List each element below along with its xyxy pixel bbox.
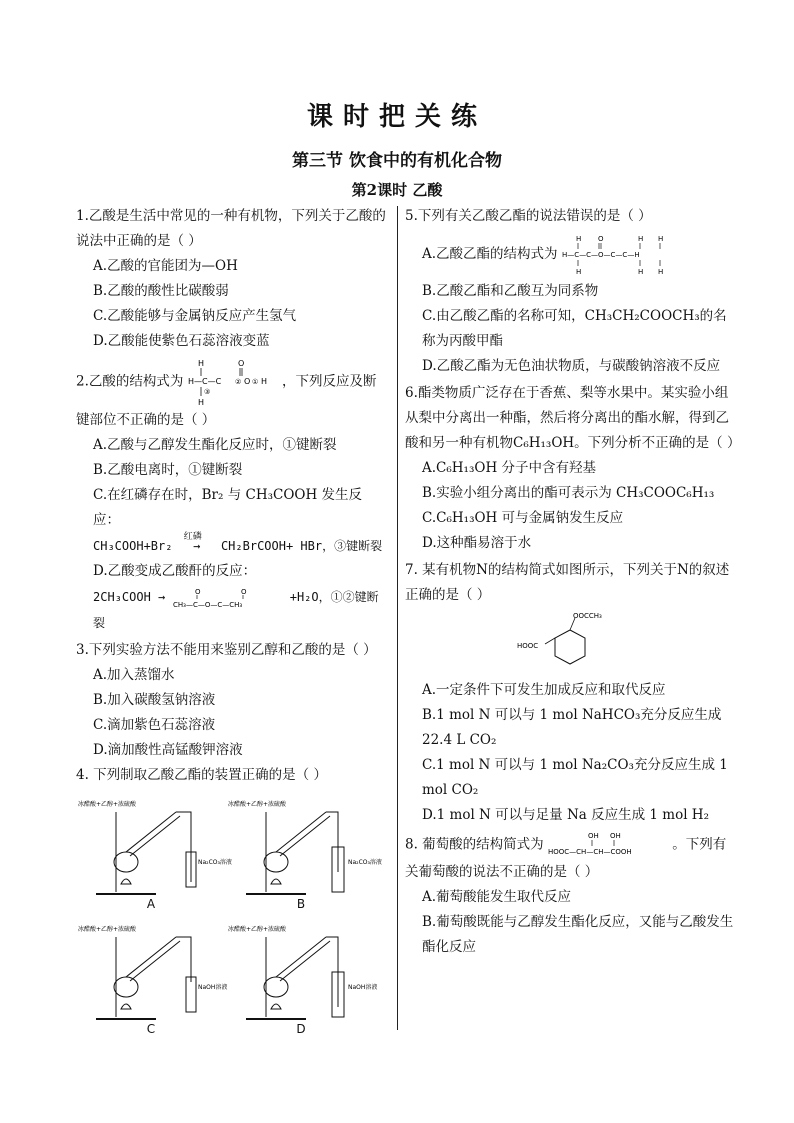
option: B.乙酸的酸性比碳酸弱 xyxy=(93,283,229,299)
lesson-title: 第2课时 乙酸 xyxy=(351,181,443,199)
question-stem: 1.乙酸是生活中常见的一种有机物，下列关于乙酸的说法中正确的是（ ） xyxy=(76,208,386,249)
reagents-label: 冰醋酸+乙醇+浓硫酸 xyxy=(78,801,137,808)
option: D.乙酸乙酯为无色油状物质，与碳酸钠溶液不反应 xyxy=(422,358,721,374)
svg-text:HOOC: HOOC xyxy=(517,642,539,650)
option xyxy=(405,229,735,279)
question-stem: 6.酯类物质广泛存在于香蕉、梨等水果中。某实验小组从梨中分离出一种酯，然后将分离出的酯水解，得到乙酸和另一种有机物C₆H₁₃OH。下列分析不正确的是（ ） xyxy=(405,385,741,451)
svg-text:OOCCH₃: OOCCH₃ xyxy=(573,612,602,620)
apparatus-label: C xyxy=(146,1022,156,1036)
option: D.这种酯易溶于水 xyxy=(422,535,532,551)
tartaric-acid-structure xyxy=(548,830,668,860)
svg-text:CH₃—C—O—C—CH₃: CH₃—C—O—C—CH₃ xyxy=(172,600,242,609)
distillation-apparatus-icon xyxy=(76,792,232,900)
distillation-apparatus-icon xyxy=(226,917,376,1025)
solution-label: NaOH溶液 xyxy=(348,984,378,991)
equation-left: CH₃COOH+Br₂ xyxy=(93,539,173,553)
apparatus-label: A xyxy=(146,897,156,911)
apparatus-label: B xyxy=(296,897,306,911)
option: B.葡萄酸既能与乙醇发生酯化反应，又能与乙酸发生酯化反应 xyxy=(422,914,734,955)
svg-text:H: H xyxy=(260,377,267,386)
question-stem: 8. 葡萄酸的结构简式为 xyxy=(405,836,544,853)
option: C.在红磷存在时，Br₂ 与 CH₃COOH 发生反应： xyxy=(93,487,363,528)
option: D.乙酸能使紫色石蕊溶液变蓝 xyxy=(93,333,270,349)
question-stem: 7. 某有机物N的结构简式如图所示，下列关于N的叙述正确的是（ ） xyxy=(405,562,730,603)
svg-text:H: H xyxy=(637,267,644,276)
option: A.C₆H₁₃OH 分子中含有羟基 xyxy=(422,460,597,476)
svg-text:H—C—C: H—C—C xyxy=(187,377,221,386)
option: B.乙酸乙酯和乙酸互为同系物 xyxy=(422,283,599,299)
svg-text:H: H xyxy=(197,359,204,368)
question-3 xyxy=(76,638,388,763)
left-column xyxy=(76,204,388,1042)
solution-label: NaOH溶液 xyxy=(198,984,228,991)
right-column xyxy=(405,204,741,960)
solution-label: Na₂CO₃溶液 xyxy=(348,859,382,866)
acetic-acid-structure xyxy=(188,356,278,408)
option-text: A.乙酸乙酯的结构式为 xyxy=(422,246,558,262)
ethyl-acetate-structure xyxy=(562,232,682,278)
svg-text:O: O xyxy=(597,234,604,243)
option: B.乙酸电离时，①键断裂 xyxy=(93,462,243,478)
apparatus-d xyxy=(226,917,376,1042)
svg-text:O: O xyxy=(237,359,244,368)
option: C.乙酸能够与金属钠反应产生氢气 xyxy=(93,308,297,324)
svg-text:O: O xyxy=(243,377,250,386)
catalyst-label: 红磷 xyxy=(183,532,202,542)
apparatus-a xyxy=(76,792,232,917)
aspirin-structure xyxy=(515,608,625,674)
reagents-label: 冰醋酸+乙醇+浓硫酸 xyxy=(228,801,287,808)
option: A.加入蒸馏水 xyxy=(93,667,175,683)
equation-right: +H₂O，①②键断裂 xyxy=(93,590,379,630)
svg-text:H: H xyxy=(197,398,204,407)
option: C.C₆H₁₃OH 可与金属钠发生反应 xyxy=(422,510,624,526)
option: A.一定条件下可发生加成反应和取代反应 xyxy=(422,682,666,698)
equation-left: 2CH₃COOH xyxy=(93,590,151,604)
distillation-apparatus-icon xyxy=(226,792,382,900)
option: A.乙酸与乙醇发生酯化反应时，①键断裂 xyxy=(93,437,337,453)
question-stem: 4. 下列制取乙酸乙酯的装置正确的是（ ） xyxy=(76,767,327,783)
option: C.由乙酸乙酯的名称可知，CH₃CH₂COOCH₃的名称为丙酸甲酯 xyxy=(422,308,727,349)
reagents-label: 冰醋酸+乙醇+浓硫酸 xyxy=(228,926,287,933)
svg-text:H: H xyxy=(657,234,664,243)
svg-text:②: ② xyxy=(234,378,241,386)
question-6 xyxy=(405,381,741,556)
apparatus-label: D xyxy=(296,1022,306,1036)
apparatus-grid xyxy=(76,792,382,1042)
solution-label: Na₂CO₃溶液 xyxy=(198,859,232,866)
question-stem: 5.下列有关乙酸乙酯的说法错误的是（ ） xyxy=(405,208,652,224)
equation-right: CH₂BrCOOH+ HBr，③键断裂 xyxy=(220,539,383,553)
reagents-label: 冰醋酸+乙醇+浓硫酸 xyxy=(78,926,137,933)
svg-text:H: H xyxy=(575,234,582,243)
column-divider xyxy=(397,206,398,1030)
question-1 xyxy=(76,204,388,354)
question-8 xyxy=(405,830,735,960)
svg-text:OH: OH xyxy=(587,832,599,840)
svg-text:H: H xyxy=(575,267,582,276)
question-4 xyxy=(76,763,388,1042)
svg-text:O: O xyxy=(194,587,201,596)
question-stem: 3.下列实验方法不能用来鉴别乙醇和乙酸的是（ ） xyxy=(76,642,377,658)
reaction-arrow: → xyxy=(158,590,166,604)
question-stem: 2.乙酸的结构式为 xyxy=(76,373,184,390)
question-stem-cont: ，下列反应及断键部位不正确的是（ ） xyxy=(76,373,377,428)
svg-text:HOOC—CH—CH—COOH: HOOC—CH—CH—COOH xyxy=(547,848,632,856)
option: B.加入碳酸氢钠溶液 xyxy=(93,692,216,708)
option: A.葡萄酸能发生取代反应 xyxy=(422,889,572,905)
question-2 xyxy=(76,356,388,636)
svg-text:③: ③ xyxy=(203,388,210,396)
reaction-arrow: 红磷 → xyxy=(180,533,214,559)
question-5 xyxy=(405,204,735,379)
acetic-anhydride-structure xyxy=(173,586,283,610)
equation xyxy=(76,584,388,636)
svg-text:①: ① xyxy=(251,378,258,386)
structure-figure xyxy=(405,608,735,678)
apparatus-c xyxy=(76,917,226,1042)
option: D.1 mol N 可以与足量 Na 反应生成 1 mol H₂ xyxy=(422,807,709,823)
equation xyxy=(76,533,388,559)
option: D.乙酸变成乙酸酐的反应： xyxy=(93,563,257,579)
svg-text:O: O xyxy=(240,587,247,596)
question-stem-cont: 。下列有关葡萄酸的说法不正确的是（ ） xyxy=(405,836,727,880)
svg-text:H: H xyxy=(637,234,644,243)
option: C.滴加紫色石蕊溶液 xyxy=(93,717,216,733)
option: A.乙酸的官能团为—OH xyxy=(93,258,238,274)
section-title: 第三节 饮食中的有机化合物 xyxy=(292,151,502,171)
option: C.1 mol N 可以与 1 mol Na₂CO₃充分反应生成 1 mol CO₂ xyxy=(422,757,728,798)
apparatus-b xyxy=(226,792,382,917)
svg-text:OH: OH xyxy=(609,832,621,840)
option: D.滴加酸性高锰酸钾溶液 xyxy=(93,742,243,758)
distillation-apparatus-icon xyxy=(76,917,226,1025)
option: B.1 mol N 可以与 1 mol NaHCO₃充分反应生成 22.4 L CO₂ xyxy=(422,707,722,748)
svg-text:H—C—C—O—C—C—H: H—C—C—O—C—C—H xyxy=(561,250,640,259)
question-7 xyxy=(405,558,735,828)
svg-text:H: H xyxy=(657,267,664,276)
option: B.实验小组分离出的酯可表示为 CH₃COOC₆H₁₃ xyxy=(422,485,715,501)
page-title: 课时把关练 xyxy=(306,102,487,132)
